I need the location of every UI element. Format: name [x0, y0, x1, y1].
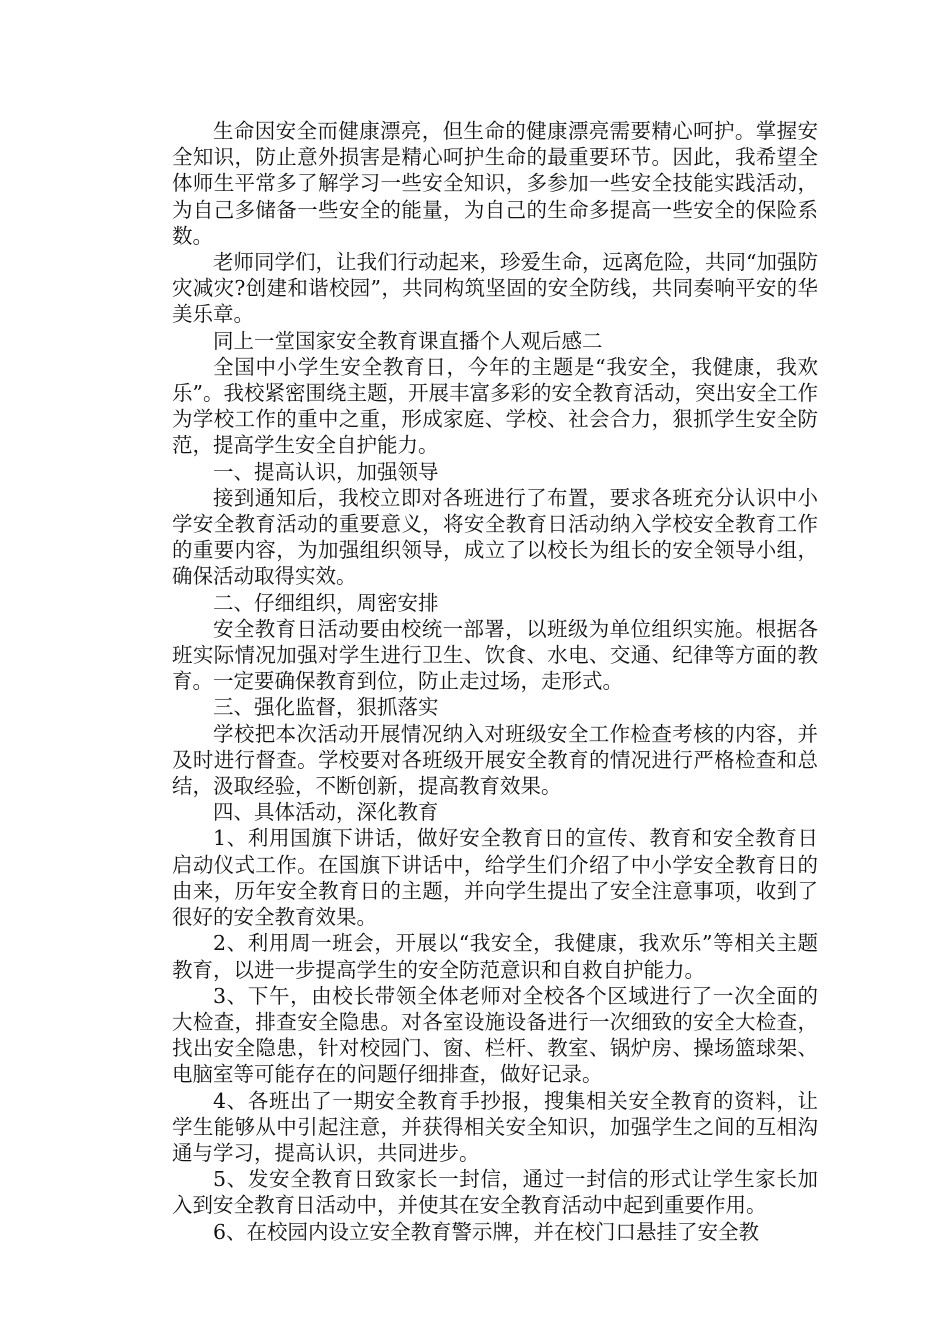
list-item-5: 5、发安全教育日致家长一封信，通过一封信的形式让学生家长加入到安全教育日活动中，并使其在安全教育活动中起到重要作用。 — [172, 1167, 818, 1218]
paragraph-heading-2: 安全教育日活动要由校统一部署，以班级为单位组织实施。根据各班实际情况加强对学生进行卫生、饮食、水电、交通、纪律等方面的教育。一定要确保教育到位，防止走过场，走形式。 — [172, 616, 818, 694]
list-item-1: 1、利用国旗下讲话，做好安全教育日的宣传、教育和安全教育日启动仪式工作。在国旗下讲话中，给学生们介绍了中小学安全教育日的由来，历年安全教育日的主题，并向学生提出了安全注意事项，收到了很好的安全教育效果。 — [172, 826, 818, 930]
list-item-4: 4、各班出了一期安全教育手抄报，搜集相关安全教育的资料，让学生能够从中引起注意，并获得相关安全知识，加强学生之间的互相沟通与学习，提高认识，共同进步。 — [172, 1088, 818, 1165]
heading-1: 一、提高认识，加强领导 — [213, 459, 439, 484]
heading-3: 三、强化监督，狠抓落实 — [213, 695, 439, 720]
paragraph-intro: 全国中小学生安全教育日，今年的主题是“我安全，我健康，我欢乐”。我校紧密围绕主题，开展丰富多彩的安全教育活动，突出安全工作为学校工作的重中之重，形成家庭、学校、社会合力，狠抓学生安全防范，提高学生安全自护能力。 — [172, 354, 818, 458]
paragraph-1: 生命因安全而健康漂亮，但生命的健康漂亮需要精心呵护。掌握安全知识，防止意外损害是精心呵护生命的最重要环节。因此，我希望全体师生平常多了解学习一些安全知识，多参加一些安全技能实践活动，为自己多储备一些安全的能量，为自己的生命多提高一些安全的保险系数。 — [172, 119, 818, 248]
list-item-3: 3、下午，由校长带领全体老师对全校各个区域进行了一次全面的大检查，排查安全隐患。对各室设施设备进行一次细致的安全大检查，找出安全隐患，针对校园门、窗、栏杆、教室、锅炉房、操场篮球架、电脑室等可能存在的问题仔细排查，做好记录。 — [172, 983, 818, 1087]
paragraph-2: 老师同学们，让我们行动起来，珍爱生命，远离危险，共同“加强防灾减灾?创建和谐校园”，共同构筑坚固的安全防线，共同奏响平安的华美乐章。 — [172, 250, 818, 327]
section-title: 同上一堂国家安全教育课直播个人观后感二 — [213, 328, 603, 353]
document-body — [172, 118, 818, 1245]
paragraph-heading-3: 学校把本次活动开展情况纳入对班级安全工作检查考核的内容，并及时进行督查。学校要对各班级开展安全教育的情况进行严格检查和总结，汲取经验，不断创新，提高教育效果。 — [172, 721, 818, 799]
paragraph-heading-1: 接到通知后，我校立即对各班进行了布置，要求各班充分认识中小学安全教育活动的重要意义，将安全教育日活动纳入学校安全教育工作的重要内容，为加强组织领导，成立了以校长为组长的安全领导小组，确保活动取得实效。 — [172, 485, 818, 589]
heading-4: 四、具体活动，深化教育 — [213, 800, 439, 825]
list-item-6: 6、在校园内设立安全教育警示牌，并在校门口悬挂了安全教 — [213, 1219, 760, 1244]
heading-2: 二、仔细组织，周密安排 — [213, 590, 439, 615]
list-item-2: 2、利用周一班会，开展以“我安全，我健康，我欢乐”等相关主题教育，以进一步提高学生的安全防范意识和自救自护能力。 — [172, 931, 818, 982]
